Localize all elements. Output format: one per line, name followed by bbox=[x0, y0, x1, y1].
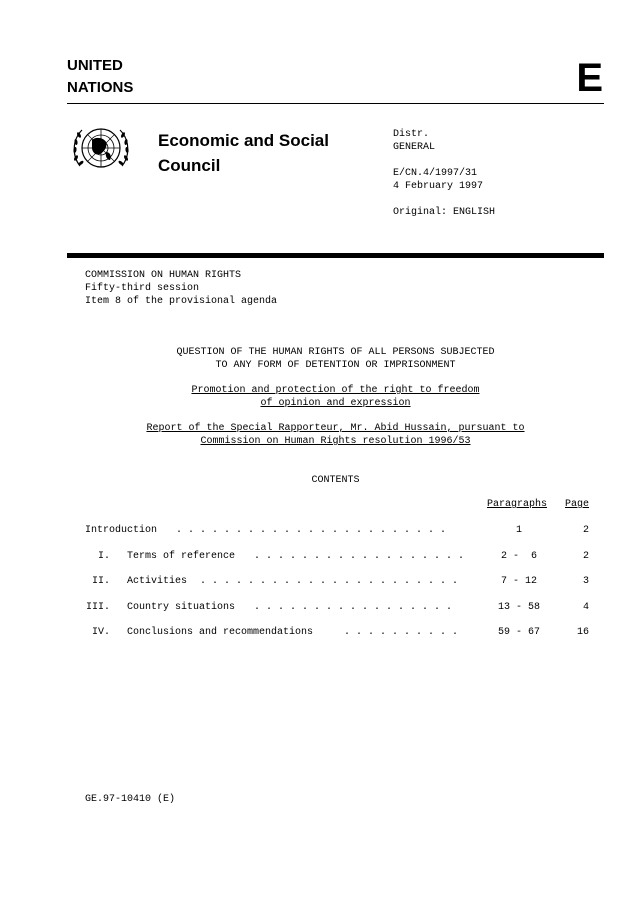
toc-title: Terms of reference bbox=[127, 551, 236, 562]
question-title bbox=[67, 346, 604, 372]
toc-dots: . . . . . . . . . . . . . . . . . . . . . . . bbox=[176, 525, 447, 536]
distr-label: Distr. bbox=[393, 129, 430, 140]
toc-paragraphs: 13 - 58 bbox=[497, 602, 540, 613]
toc-title: Activities bbox=[127, 576, 188, 587]
question-line-1: QUESTION OF THE HUMAN RIGHTS OF ALL PERSONS SUBJECTED bbox=[176, 347, 495, 358]
toc-number: II. bbox=[91, 576, 110, 587]
session-name: Fifty-third session bbox=[85, 283, 200, 294]
toc-title: Country situations bbox=[127, 602, 236, 613]
toc-paragraphs: 1 bbox=[515, 525, 522, 536]
job-number: GE.97-10410 (E) bbox=[85, 794, 176, 805]
language-code: E bbox=[576, 56, 603, 100]
topic-line-1: Promotion and protection of the right to freedom bbox=[191, 385, 480, 396]
report-title bbox=[67, 422, 604, 448]
document-symbol: E/CN.4/1997/31 bbox=[393, 168, 478, 179]
header-divider bbox=[67, 103, 604, 104]
report-line-2: Commission on Human Rights resolution 1996/53 bbox=[200, 436, 471, 447]
commission-name: COMMISSION ON HUMAN RIGHTS bbox=[85, 270, 242, 281]
header-thick-divider bbox=[67, 253, 604, 258]
session-block bbox=[85, 269, 277, 308]
toc-page: 2 bbox=[582, 551, 589, 562]
toc-page: 3 bbox=[582, 576, 589, 587]
question-line-2: TO ANY FORM OF DETENTION OR IMPRISONMENT bbox=[215, 360, 456, 371]
agenda-item: Item 8 of the provisional agenda bbox=[85, 296, 278, 307]
organization-name bbox=[67, 55, 133, 99]
report-line-1: Report of the Special Rapporteur, Mr. Abid Hussain, pursuant to bbox=[146, 423, 525, 434]
toc-page: 4 bbox=[582, 602, 589, 613]
council-line-2: Council bbox=[158, 156, 221, 175]
topic-title bbox=[67, 384, 604, 410]
toc-dots: . . . . . . . . . . . . . . . . . . bbox=[254, 551, 465, 562]
toc-number: IV. bbox=[91, 627, 110, 638]
toc-page: 2 bbox=[582, 525, 589, 536]
paragraphs-column-header: Paragraphs bbox=[487, 499, 548, 510]
document-reference bbox=[393, 167, 483, 193]
toc-dots: . . . . . . . . . . bbox=[344, 627, 459, 638]
topic-line-2: of opinion and expression bbox=[260, 398, 411, 409]
document-date: 4 February 1997 bbox=[393, 181, 484, 192]
toc-dots: . . . . . . . . . . . . . . . . . . . . . . bbox=[200, 576, 459, 587]
toc-title: Introduction bbox=[85, 525, 158, 536]
org-line-1: UNITED bbox=[67, 57, 123, 74]
org-line-2: NATIONS bbox=[67, 79, 134, 96]
page-column-header: Page bbox=[565, 499, 590, 510]
toc-paragraphs: 7 - 12 bbox=[500, 576, 537, 587]
un-emblem-icon bbox=[70, 122, 132, 176]
distr-value: GENERAL bbox=[393, 142, 436, 153]
original-language: Original: ENGLISH bbox=[393, 207, 496, 218]
toc-number: III. bbox=[85, 602, 110, 613]
toc-paragraphs: 2 - 6 bbox=[500, 551, 537, 562]
contents-heading: CONTENTS bbox=[311, 475, 360, 486]
toc-number: I. bbox=[97, 551, 110, 562]
council-line-1: Economic and Social bbox=[158, 131, 329, 150]
toc-title: Conclusions and recommendations bbox=[127, 627, 314, 638]
toc-dots: . . . . . . . . . . . . . . . . . bbox=[254, 602, 453, 613]
toc-page: 16 bbox=[576, 627, 589, 638]
council-name bbox=[158, 128, 329, 178]
toc-paragraphs: 59 - 67 bbox=[497, 627, 540, 638]
distribution bbox=[393, 128, 435, 154]
